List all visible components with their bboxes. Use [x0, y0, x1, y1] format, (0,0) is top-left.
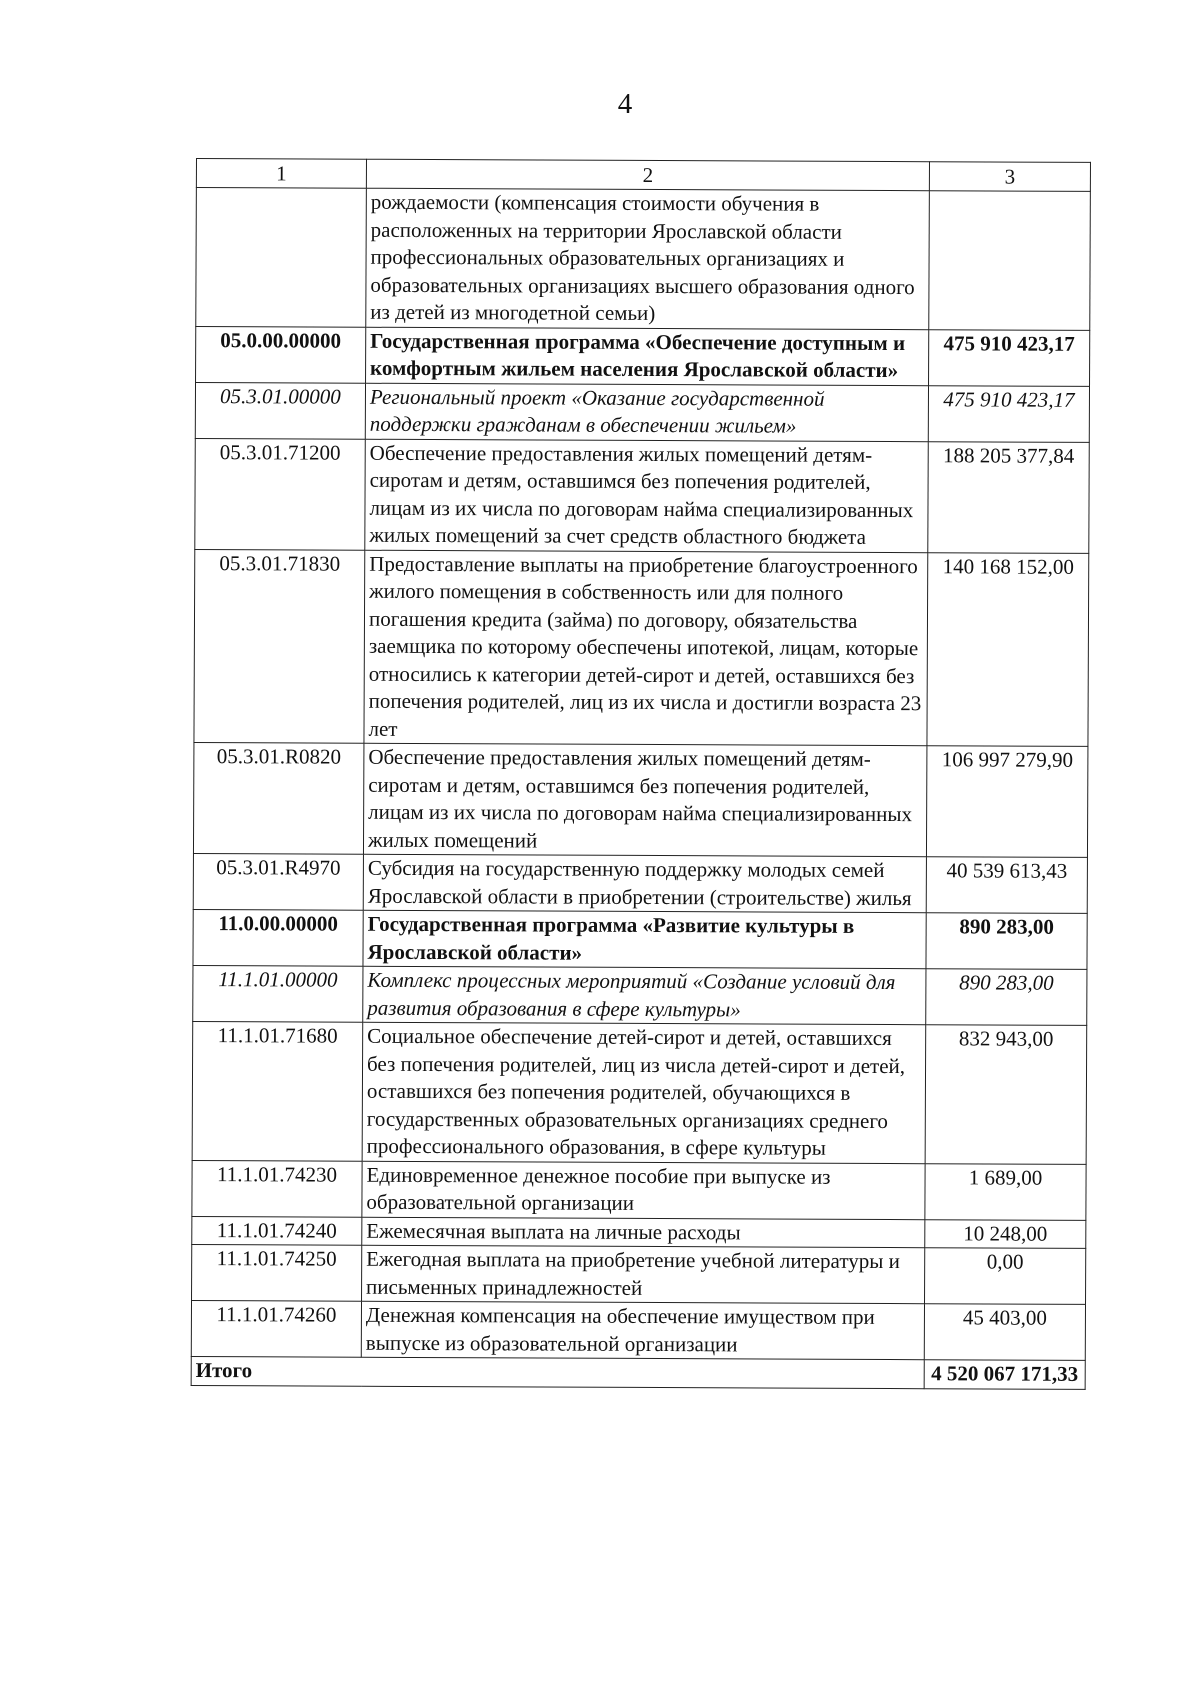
- amount-cell: 890 283,00: [926, 913, 1087, 970]
- description-cell: Предоставление выплаты на приобретение благоустроенного жилого помещения в собственность или для полного погашения кредита (займа) по договору, обязательства заемщика по которому обеспечены ипотекой, лицам, которые относились к категории детей-сирот и детей, оставшихся без попечения родителей, лиц из их числа и достигли возраста 23 лет: [364, 550, 928, 746]
- amount-cell: [929, 191, 1091, 330]
- table-row: [195, 382, 1089, 442]
- budget-code-cell: 11.1.01.74250: [192, 1244, 362, 1301]
- amount-cell: 890 283,00: [926, 969, 1087, 1026]
- table-row: [192, 1160, 1086, 1220]
- page-number: 4: [617, 88, 633, 120]
- table-row: [191, 1300, 1085, 1360]
- description-cell: Государственная программа «Развитие культуры в Ярославской области»: [363, 910, 926, 968]
- total-amount: 4 520 067 171,33: [924, 1360, 1085, 1389]
- table-row: [193, 965, 1087, 1025]
- budget-code-cell: 11.1.01.00000: [193, 965, 363, 1022]
- amount-cell: 0,00: [925, 1248, 1086, 1305]
- table-row: [193, 853, 1087, 913]
- budget-code-cell: 05.0.00.00000: [196, 326, 366, 383]
- amount-cell: 475 910 423,17: [928, 385, 1089, 442]
- amount-cell: 10 248,00: [925, 1219, 1086, 1248]
- amount-cell: 140 168 152,00: [927, 552, 1089, 746]
- budget-code-cell: 05.3.01.71200: [195, 438, 365, 550]
- budget-code-cell: 05.3.01.00000: [195, 382, 365, 439]
- amount-cell: 1 689,00: [925, 1163, 1086, 1220]
- amount-cell: 832 943,00: [925, 1025, 1087, 1164]
- budget-code-cell: 05.3.01.R4970: [193, 853, 363, 910]
- description-cell: Единовременное денежное пособие при выпуске из образовательной организации: [362, 1161, 925, 1219]
- total-row: [191, 1356, 1085, 1388]
- table-row: [192, 1216, 1086, 1248]
- description-cell: Региональный проект «Оказание государственной поддержки гражданам в обеспечении жильем»: [365, 383, 928, 441]
- total-label: Итого: [191, 1356, 924, 1388]
- table-row: [192, 1021, 1087, 1163]
- table-row: [193, 742, 1087, 857]
- table-row: [195, 438, 1089, 553]
- budget-code-cell: 11.1.01.71680: [192, 1021, 363, 1160]
- table-row: [192, 1244, 1086, 1304]
- table-row: [196, 326, 1090, 386]
- table-body: [191, 159, 1090, 1389]
- description-cell: Государственная программа «Обеспечение доступным и комфортным жильем населения Ярославской области»: [366, 327, 929, 385]
- table-row: [194, 549, 1089, 746]
- description-cell: Обеспечение предоставления жилых помещений детям-сиротам и детям, оставшимся без попечения родителей, лицам из их числа по договорам найма специализированных жилых помещений за счет средств областного бюджета: [365, 439, 928, 552]
- budget-code-cell: 05.3.01.R0820: [193, 742, 363, 854]
- budget-code-cell: 05.3.01.71830: [194, 549, 365, 743]
- budget-table: [191, 158, 1091, 1389]
- amount-cell: 106 997 279,90: [926, 746, 1087, 858]
- column-header-3: 3: [929, 162, 1090, 192]
- description-cell: Ежегодная выплата на приобретение учебной литературы и письменных принадлежностей: [362, 1245, 925, 1303]
- description-cell: Ежемесячная выплата на личные расходы: [362, 1217, 925, 1248]
- amount-cell: 188 205 377,84: [928, 441, 1089, 553]
- description-cell: Комплекс процессных мероприятий «Создание условий для развития образования в сфере культуры»: [363, 966, 926, 1024]
- budget-code-cell: [196, 188, 367, 327]
- column-header-2: 2: [366, 159, 929, 190]
- budget-code-cell: 11.0.00.00000: [193, 909, 363, 966]
- amount-cell: 475 910 423,17: [929, 329, 1090, 386]
- table-row: [196, 188, 1091, 330]
- description-cell: рождаемости (компенсация стоимости обучения в расположенных на территории Ярославской области профессиональных образовательных организациях и образовательных организациях высшего образования одного из детей из многодетной семьи): [366, 188, 930, 329]
- column-header-1: 1: [196, 159, 366, 189]
- description-cell: Денежная компенсация на обеспечение имуществом при выпуске из образовательной организации: [361, 1301, 924, 1359]
- amount-cell: 45 403,00: [924, 1304, 1085, 1361]
- budget-code-cell: 11.1.01.74240: [192, 1216, 362, 1245]
- budget-code-cell: 11.1.01.74260: [191, 1300, 361, 1357]
- description-cell: Социальное обеспечение детей-сирот и детей, оставшихся без попечения родителей, лиц из числа детей-сирот и детей, оставшихся без попечения родителей, обучающихся в государственных образовательных организациях среднего профессионального образования, в сфере культуры: [362, 1022, 926, 1163]
- budget-table-container: [191, 158, 1091, 1389]
- amount-cell: 40 539 613,43: [926, 857, 1087, 914]
- description-cell: Обеспечение предоставления жилых помещений детям-сиротам и детям, оставшимся без попечения родителей, лицам из их числа по договорам найма специализированных жилых помещений: [363, 743, 926, 856]
- description-cell: Субсидия на государственную поддержку молодых семей Ярославской области в приобретении (строительстве) жилья: [363, 854, 926, 912]
- column-number-row: [196, 159, 1090, 192]
- budget-code-cell: 11.1.01.74230: [192, 1160, 362, 1217]
- table-row: [193, 909, 1087, 969]
